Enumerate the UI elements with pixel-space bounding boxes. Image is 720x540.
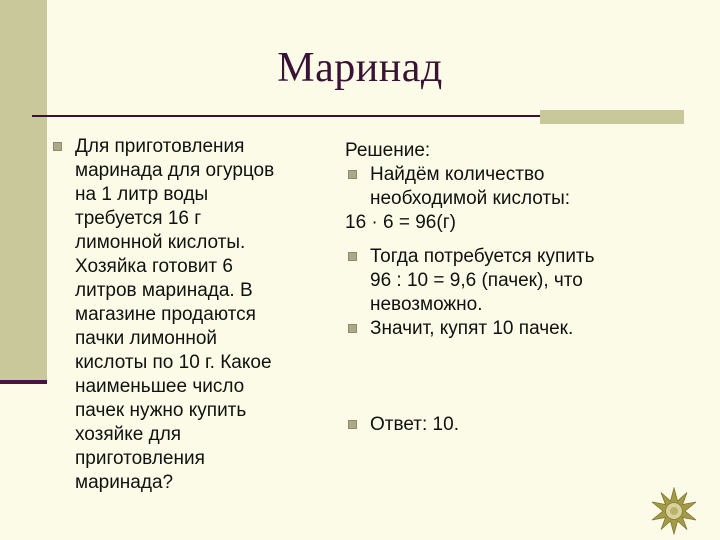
problem-line: Хозяйка готовит 6 [75,256,233,277]
problem-line: требуется 16 г [75,208,202,229]
solution-step-line: Найдём количество [370,164,545,185]
problem-line: Для приготовления [75,136,245,157]
problem-bullet-item [50,135,310,495]
solution-heading: Решение: [345,140,431,161]
title-divider-block [540,110,684,124]
problem-column [50,135,310,495]
solution-step-2 [345,245,705,317]
solution-step-3 [345,317,705,341]
left-decor-line [0,380,47,384]
bullet-square-icon [53,142,62,151]
problem-line: маринада для огурцов [75,160,275,181]
bullet-square-icon [348,252,357,261]
bullet-square-icon [348,324,357,333]
solution-answer [345,413,705,437]
problem-line: на 1 литр воды [75,184,209,205]
solution-step-line: Значит, купят 10 пачек. [370,318,574,339]
problem-line: приготовления [75,448,205,469]
solution-calculation: 16 · 6 = 96(г) [345,212,456,233]
bullet-square-icon [348,420,357,429]
problem-line: пачек нужно купить [75,400,247,421]
sun-star-icon [650,487,698,535]
problem-line: хозяйке для [75,424,182,445]
problem-line: пачки лимонной [75,328,218,349]
solution-step-line: 96 : 10 = 9,6 (пачек), что [370,270,583,291]
answer-text: Ответ: 10. [370,414,459,435]
problem-line: литров маринада. В [75,280,253,301]
slide-title: Маринад [277,45,443,91]
problem-line: магазине продаются [75,304,256,325]
problem-line: лимонной кислоты. [75,232,246,253]
solution-step-line: необходимой кислоты: [370,188,571,209]
solution-step-1 [345,163,705,211]
solution-step-line: невозможно. [370,294,483,315]
problem-line: кислоты по 10 г. Какое [75,352,272,373]
solution-column [345,139,705,437]
problem-line: наименьшее число [75,376,245,397]
problem-line: маринада? [75,472,174,493]
solution-step-line: Тогда потребуется купить [370,246,595,267]
bullet-square-icon [348,170,357,179]
